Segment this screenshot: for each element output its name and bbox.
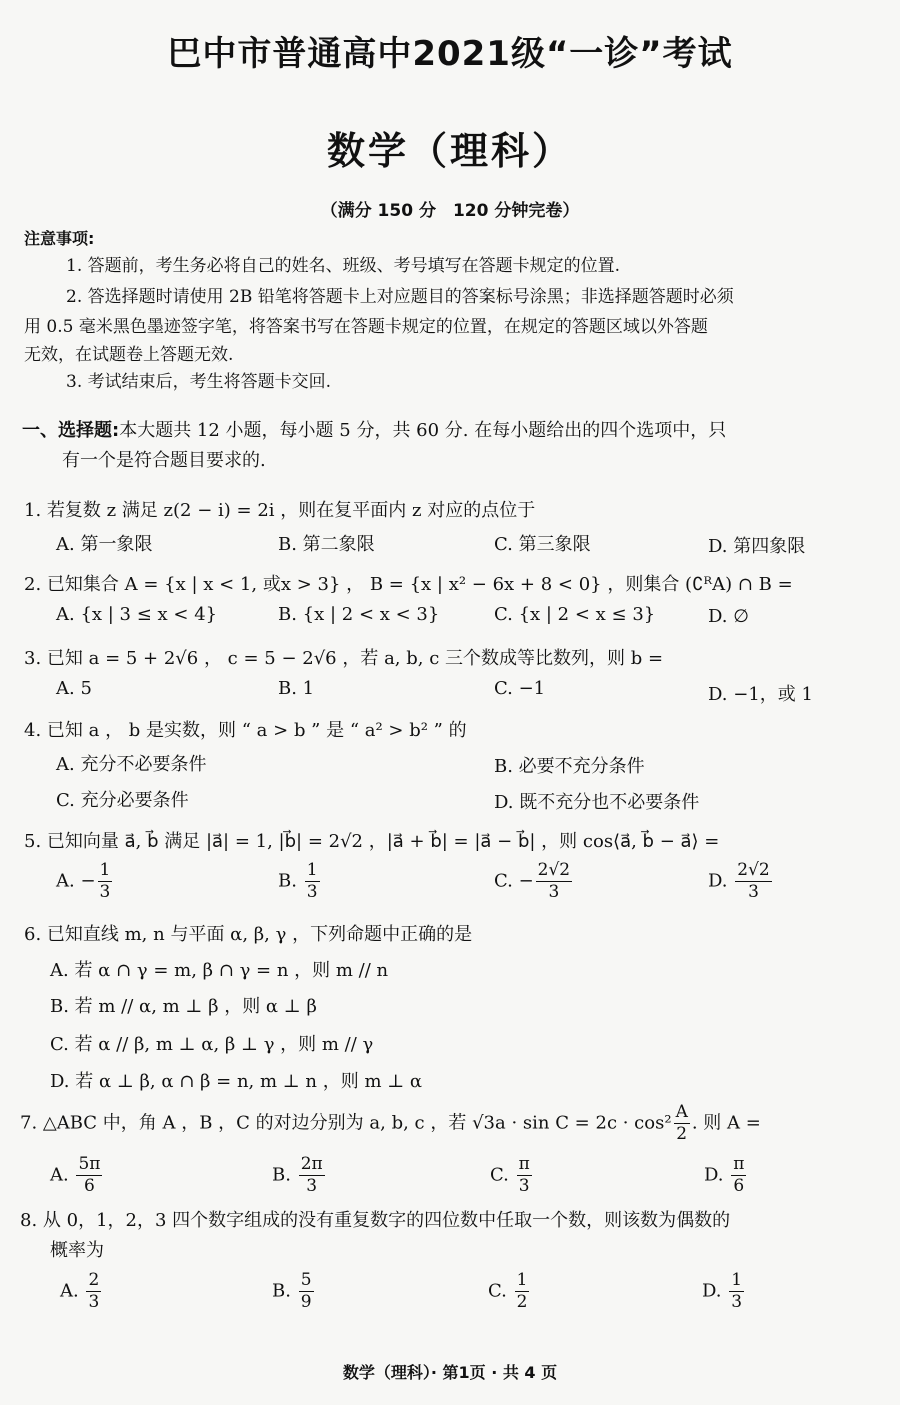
- exam-title: 巴中市普通高中2021级“一诊”考试: [167, 34, 733, 74]
- q5-option-b: [278, 862, 322, 901]
- q5-option-d-fraction: [735, 862, 771, 901]
- q8-c-denominator: 2: [516, 1292, 528, 1312]
- q7-d-numerator: π: [733, 1154, 745, 1174]
- question-8-stem-line-2: 概率为: [50, 1240, 104, 1261]
- q5-option-b-fraction: [305, 862, 320, 901]
- q8-d-numerator: 1: [731, 1270, 743, 1290]
- section-heading: [22, 416, 882, 476]
- q8-option-d-label: D.: [702, 1280, 722, 1302]
- q5-b-numerator: 1: [306, 860, 318, 880]
- q7-c-numerator: π: [518, 1154, 530, 1174]
- section-label: 一、选择题:: [22, 420, 120, 441]
- q7-stem-text: 7. △ABC 中，角 A ，B ，C 的对边分别为 a, b, c ，若 √3a · sin C = 2c · cos²: [20, 1112, 672, 1134]
- q7-option-b-fraction: [299, 1156, 325, 1195]
- q1-option-a: A. 第一象限: [56, 534, 153, 555]
- q7-option-d: [704, 1156, 748, 1195]
- subject-title: 数学（理科）: [326, 129, 573, 173]
- q6-option-c: C. 若 α // β, m ⊥ α, β ⊥ γ ，则 m // γ: [50, 1034, 374, 1055]
- q7-option-a-label: A.: [50, 1164, 69, 1186]
- q7-b-numerator: 2π: [300, 1154, 323, 1174]
- q8-a-denominator: 3: [88, 1292, 100, 1312]
- q5-d-numerator: 2√2: [737, 860, 770, 880]
- q7-stem-fraction: [674, 1104, 690, 1143]
- note-1: 1. 答题前，考生务必将自己的姓名、班级、考号填写在答题卡规定的位置.: [66, 256, 621, 276]
- note-2-line-3: 无效，在试题卷上答题无效.: [24, 345, 234, 365]
- q7-c-denominator: 3: [518, 1176, 530, 1196]
- note-2-line-1: 2. 答选择题时请使用 2B 铅笔将答题卡上对应题目的答案标号涂黑；非选择题答题时必须: [66, 287, 734, 307]
- q7-d-denominator: 6: [733, 1176, 745, 1196]
- q5-option-a-fraction: [98, 862, 113, 901]
- q8-option-c-label: C.: [488, 1280, 507, 1302]
- q7-option-d-label: D.: [704, 1164, 724, 1186]
- q8-option-a-fraction: [86, 1272, 101, 1311]
- note-2-line-2: 用 0.5 毫米黑色墨迹签字笔，将答案书写在答题卡规定的位置，在规定的答题区域以外答题: [24, 317, 708, 337]
- q7-option-c-fraction: [517, 1156, 532, 1195]
- q8-option-d: [702, 1272, 746, 1311]
- q8-d-denominator: 3: [731, 1292, 743, 1312]
- q1-option-b: B. 第二象限: [278, 534, 375, 555]
- q3-option-d: D. −1，或 1: [708, 684, 813, 705]
- q8-option-d-fraction: [729, 1272, 744, 1311]
- q8-option-c: [488, 1272, 531, 1311]
- q8-option-b: [272, 1272, 316, 1311]
- section-line-2: 有一个是符合题目要求的.: [62, 450, 266, 471]
- q5-option-b-label: B.: [278, 870, 297, 892]
- q2-option-d: D. ∅: [708, 606, 749, 627]
- q2-option-b: B. {x | 2 < x < 3}: [278, 604, 440, 625]
- q6-option-d: D. 若 α ⊥ β, α ∩ β = n, m ⊥ n ，则 m ⊥ α: [50, 1071, 423, 1092]
- q5-c-numerator: 2√2: [537, 860, 571, 880]
- q5-option-c: [494, 862, 574, 901]
- q8-a-numerator: 2: [88, 1270, 100, 1290]
- q8-option-b-fraction: [299, 1272, 314, 1311]
- q3-option-c: C. −1: [494, 678, 546, 699]
- q2-option-c: C. {x | 2 < x ≤ 3}: [494, 604, 656, 625]
- q8-c-numerator: 1: [516, 1270, 528, 1290]
- q7-option-a-fraction: [76, 1156, 102, 1195]
- q8-option-a: [60, 1272, 103, 1311]
- q8-option-b-label: B.: [272, 1280, 291, 1302]
- q5-option-c-fraction: [536, 862, 572, 901]
- q4-option-a: A. 充分不必要条件: [56, 754, 207, 775]
- page-footer: 数学（理科）· 第1页 · 共 4 页: [342, 1363, 558, 1382]
- question-7-stem: [20, 1104, 761, 1143]
- q5-a-denominator: 3: [99, 882, 111, 902]
- q6-option-a: A. 若 α ∩ γ = m, β ∩ γ = n ，则 m // n: [50, 960, 389, 981]
- section-line-1: 本大题共 12 小题，每小题 5 分，共 60 分. 在每小题给出的四个选项中，只: [119, 420, 727, 441]
- q1-option-c: C. 第三象限: [494, 534, 591, 555]
- q1-option-d: D. 第四象限: [708, 536, 806, 557]
- q7-option-a: [50, 1156, 104, 1195]
- q5-option-d-label: D.: [708, 870, 728, 892]
- q5-option-d: [708, 862, 774, 901]
- question-4-stem: 4. 已知 a ， b 是实数，则 “ a > b ” 是 “ a² > b² ” 的: [24, 720, 467, 741]
- q3-option-b: B. 1: [278, 678, 315, 699]
- exam-info: （满分 150 分 120 分钟完卷）: [320, 201, 580, 221]
- q5-b-denominator: 3: [306, 882, 318, 902]
- question-1-stem: 1. 若复数 z 满足 z(2 − i) = 2i ，则在复平面内 z 对应的点位于: [24, 500, 536, 521]
- q7-option-b-label: B.: [272, 1164, 291, 1186]
- q8-option-a-label: A.: [60, 1280, 79, 1302]
- note-3: 3. 考试结束后，考生将答题卡交回.: [66, 372, 332, 392]
- q6-option-b: B. 若 m // α, m ⊥ β ，则 α ⊥ β: [50, 996, 317, 1017]
- q7-option-d-fraction: [731, 1156, 746, 1195]
- q5-option-a-label: A. −: [56, 870, 96, 892]
- question-5-stem: 5. 已知向量 a⃗, b⃗ 满足 |a⃗| = 1, |b⃗| = 2√2 ，|a⃗ + b⃗| = |a⃗ − b⃗| ，则 cos⟨a⃗, b⃗ − a⃗⟩ =: [24, 831, 720, 852]
- q2-option-a: A. {x | 3 ≤ x < 4}: [56, 604, 218, 625]
- q5-a-numerator: 1: [99, 860, 111, 880]
- q7-option-b: [272, 1156, 327, 1195]
- question-3-stem: 3. 已知 a = 5 + 2√6 ， c = 5 − 2√6 ，若 a, b, c 三个数成等比数列，则 b =: [24, 648, 664, 669]
- q7-b-denominator: 3: [306, 1176, 318, 1196]
- q8-option-c-fraction: [515, 1272, 530, 1311]
- q8-b-denominator: 9: [300, 1292, 312, 1312]
- q3-option-a: A. 5: [56, 678, 92, 699]
- q7-a-denominator: 6: [84, 1176, 95, 1196]
- q7-a-numerator: 5π: [78, 1154, 101, 1174]
- notes-heading: 注意事项:: [24, 229, 95, 248]
- question-2-stem: 2. 已知集合 A = {x | x < 1, 或x > 3} ， B = {x | x² − 6x + 8 < 0} ，则集合 (∁ᴿA) ∩ B =: [24, 574, 793, 595]
- q4-option-d: D. 既不充分也不必要条件: [494, 792, 700, 813]
- q5-c-denominator: 3: [548, 882, 560, 902]
- q7-stem-tail: . 则 A =: [691, 1112, 761, 1134]
- q7-option-c: [490, 1156, 534, 1195]
- q8-b-numerator: 5: [300, 1270, 312, 1290]
- q4-option-c: C. 充分必要条件: [56, 790, 189, 811]
- q7-option-c-label: C.: [490, 1164, 509, 1186]
- question-8-stem-line-1: 8. 从 0，1，2，3 四个数字组成的没有重复数字的四位数中任取一个数，则该数为偶数的: [20, 1210, 731, 1231]
- question-6-stem: 6. 已知直线 m, n 与平面 α, β, γ ，下列命题中正确的是: [24, 924, 473, 945]
- q7-stem-numerator: A: [675, 1102, 688, 1122]
- q5-option-c-label: C. −: [494, 870, 534, 892]
- q5-option-a: [56, 862, 114, 901]
- q7-stem-denominator: 2: [676, 1124, 688, 1144]
- q4-option-b: B. 必要不充分条件: [494, 756, 645, 777]
- q5-d-denominator: 3: [748, 882, 759, 902]
